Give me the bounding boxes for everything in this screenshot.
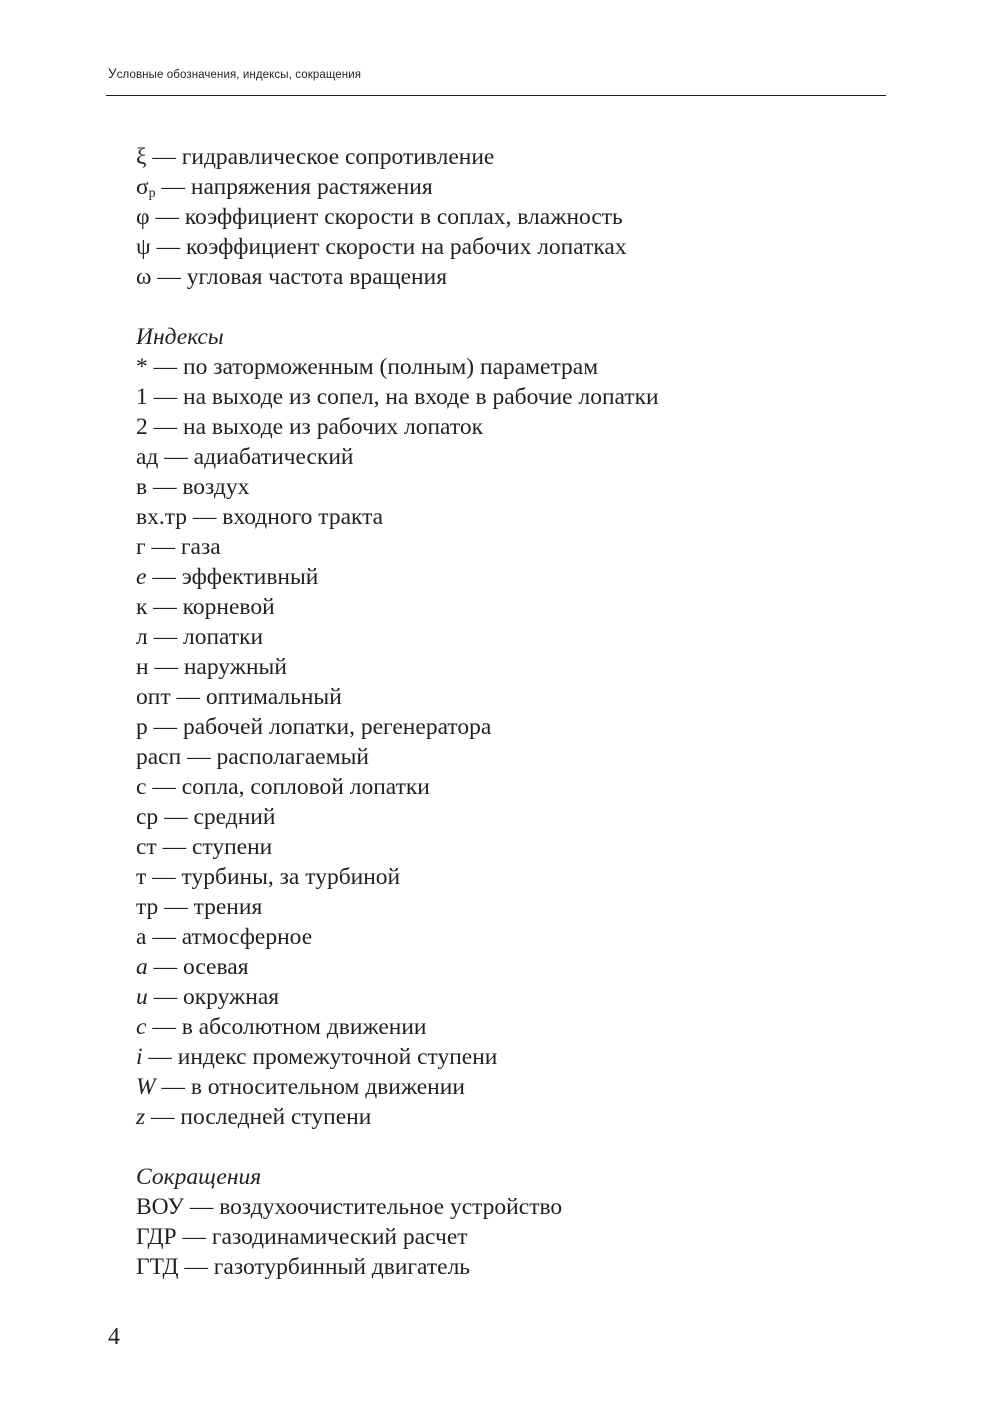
symbol: e: [136, 564, 147, 590]
definition: — воздухоочистительное устройство: [183, 1194, 563, 1220]
definition: — газотурбинный двигатель: [178, 1254, 471, 1280]
definition: — в абсолютном движении: [146, 1014, 427, 1040]
definition: — осевая: [147, 954, 249, 980]
symbol: c: [136, 1014, 147, 1040]
definition: — рабочей лопатки, регенератора: [147, 714, 492, 740]
list-item: [136, 1042, 856, 1072]
symbol: р: [136, 714, 148, 740]
list-item-symbol: [136, 232, 856, 262]
symbol: 1: [136, 384, 148, 410]
symbol: расп: [136, 744, 182, 770]
symbol: φ: [136, 204, 150, 230]
header-rule: [106, 95, 886, 96]
definition: — коэффициент скорости в соплах, влажность: [149, 204, 623, 230]
list-item: [136, 982, 856, 1012]
symbol: u: [136, 984, 148, 1010]
list-item: [136, 742, 856, 772]
definition: — входного тракта: [187, 504, 384, 530]
definition: — на выходе из рабочих лопаток: [147, 414, 483, 440]
symbol: ад: [136, 444, 159, 470]
symbol: σ: [136, 174, 149, 200]
definition: — наружный: [148, 654, 287, 680]
symbol: т: [136, 864, 147, 890]
symbol: г: [136, 534, 146, 560]
list-item: [136, 352, 856, 382]
list-item: [136, 682, 856, 712]
definition: — в относительном движении: [155, 1074, 465, 1100]
definition: — эффективный: [146, 564, 319, 590]
list-item: [136, 922, 856, 952]
list-item: [136, 1072, 856, 1102]
symbol: ГТД: [136, 1254, 179, 1280]
indexes-list: [136, 352, 856, 1132]
list-item: [136, 592, 856, 622]
definition: — последней ступени: [145, 1104, 372, 1130]
symbol: а: [136, 924, 147, 950]
definition: — атмосферное: [146, 924, 313, 950]
definition: — трения: [158, 894, 263, 920]
symbol: ω: [136, 264, 152, 290]
list-item-symbol: [136, 172, 856, 202]
symbol: ст: [136, 834, 157, 860]
definition: — сопла, сопловой лопатки: [146, 774, 430, 800]
definition: — напряжения растяжения: [155, 174, 433, 200]
symbol: к: [136, 594, 148, 620]
definition: — по заторможенным (полным) параметрам: [147, 354, 599, 380]
running-header: [108, 66, 361, 81]
list-item: [136, 562, 856, 592]
list-item: [136, 802, 856, 832]
list-item: [136, 712, 856, 742]
list-item-symbol: [136, 202, 856, 232]
list-item: [136, 502, 856, 532]
list-item: [136, 1012, 856, 1042]
abbreviations-list: [136, 1192, 856, 1282]
definition: — окружная: [147, 984, 280, 1010]
definition: — на выходе из сопел, на входе в рабочие лопатки: [147, 384, 659, 410]
symbol-subscript: р: [148, 186, 156, 201]
list-item: [136, 832, 856, 862]
definition: — турбины, за турбиной: [146, 864, 401, 890]
symbol: *: [136, 354, 148, 380]
symbol: тр: [136, 894, 159, 920]
definition: — воздух: [147, 474, 250, 500]
list-item: [136, 532, 856, 562]
definition: — коэффициент скорости на рабочих лопатках: [150, 234, 627, 260]
definition: — индекс промежуточной ступени: [142, 1044, 498, 1070]
symbol: ξ: [136, 144, 147, 170]
symbol: с: [136, 774, 147, 800]
list-item: [136, 1252, 856, 1282]
page-content: [136, 142, 856, 1282]
running-header-text: словные обозначения, индексы, сокращения: [116, 69, 362, 81]
list-item-symbol: [136, 262, 856, 292]
definition: — угловая частота вращения: [151, 264, 447, 290]
symbol: a: [136, 954, 148, 980]
symbol: н: [136, 654, 149, 680]
list-item-symbol: [136, 142, 856, 172]
list-item: [136, 382, 856, 412]
list-item: [136, 952, 856, 982]
section-title-indexes: Индексы: [136, 324, 224, 350]
spacer: [136, 292, 856, 322]
list-item: [136, 1102, 856, 1132]
list-item: [136, 1222, 856, 1252]
symbol: z: [136, 1104, 146, 1130]
list-item: [136, 472, 856, 502]
symbol: W: [136, 1074, 156, 1100]
definition: — оптимальный: [170, 684, 342, 710]
list-item: [136, 862, 856, 892]
definition: — ступени: [156, 834, 273, 860]
symbol: i: [136, 1044, 143, 1070]
symbol: ср: [136, 804, 159, 830]
symbol: 2: [136, 414, 148, 440]
section-title-abbreviations: Сокращения: [136, 1164, 262, 1190]
definition: — лопатки: [147, 624, 264, 650]
symbol: ГДР: [136, 1224, 177, 1250]
list-item: [136, 412, 856, 442]
definition: — гидравлическое сопротивление: [146, 144, 495, 170]
symbol: ВОУ: [136, 1194, 184, 1220]
list-item: [136, 622, 856, 652]
spacer: [136, 1132, 856, 1162]
list-item: [136, 892, 856, 922]
definition: — располагаемый: [181, 744, 369, 770]
definition: — корневой: [147, 594, 275, 620]
symbol: ψ: [136, 234, 151, 260]
definition: — газа: [145, 534, 221, 560]
definition: — газодинамический расчет: [176, 1224, 468, 1250]
running-header-initial: У: [108, 66, 117, 81]
page-number: 4: [108, 1324, 120, 1350]
definition: — средний: [158, 804, 276, 830]
list-item: [136, 652, 856, 682]
definition: — адиабатический: [158, 444, 354, 470]
symbol: в: [136, 474, 148, 500]
list-item: [136, 442, 856, 472]
list-item: [136, 772, 856, 802]
symbol: вх.тр: [136, 504, 188, 530]
symbol: опт: [136, 684, 171, 710]
symbol: л: [136, 624, 148, 650]
list-item: [136, 1192, 856, 1222]
